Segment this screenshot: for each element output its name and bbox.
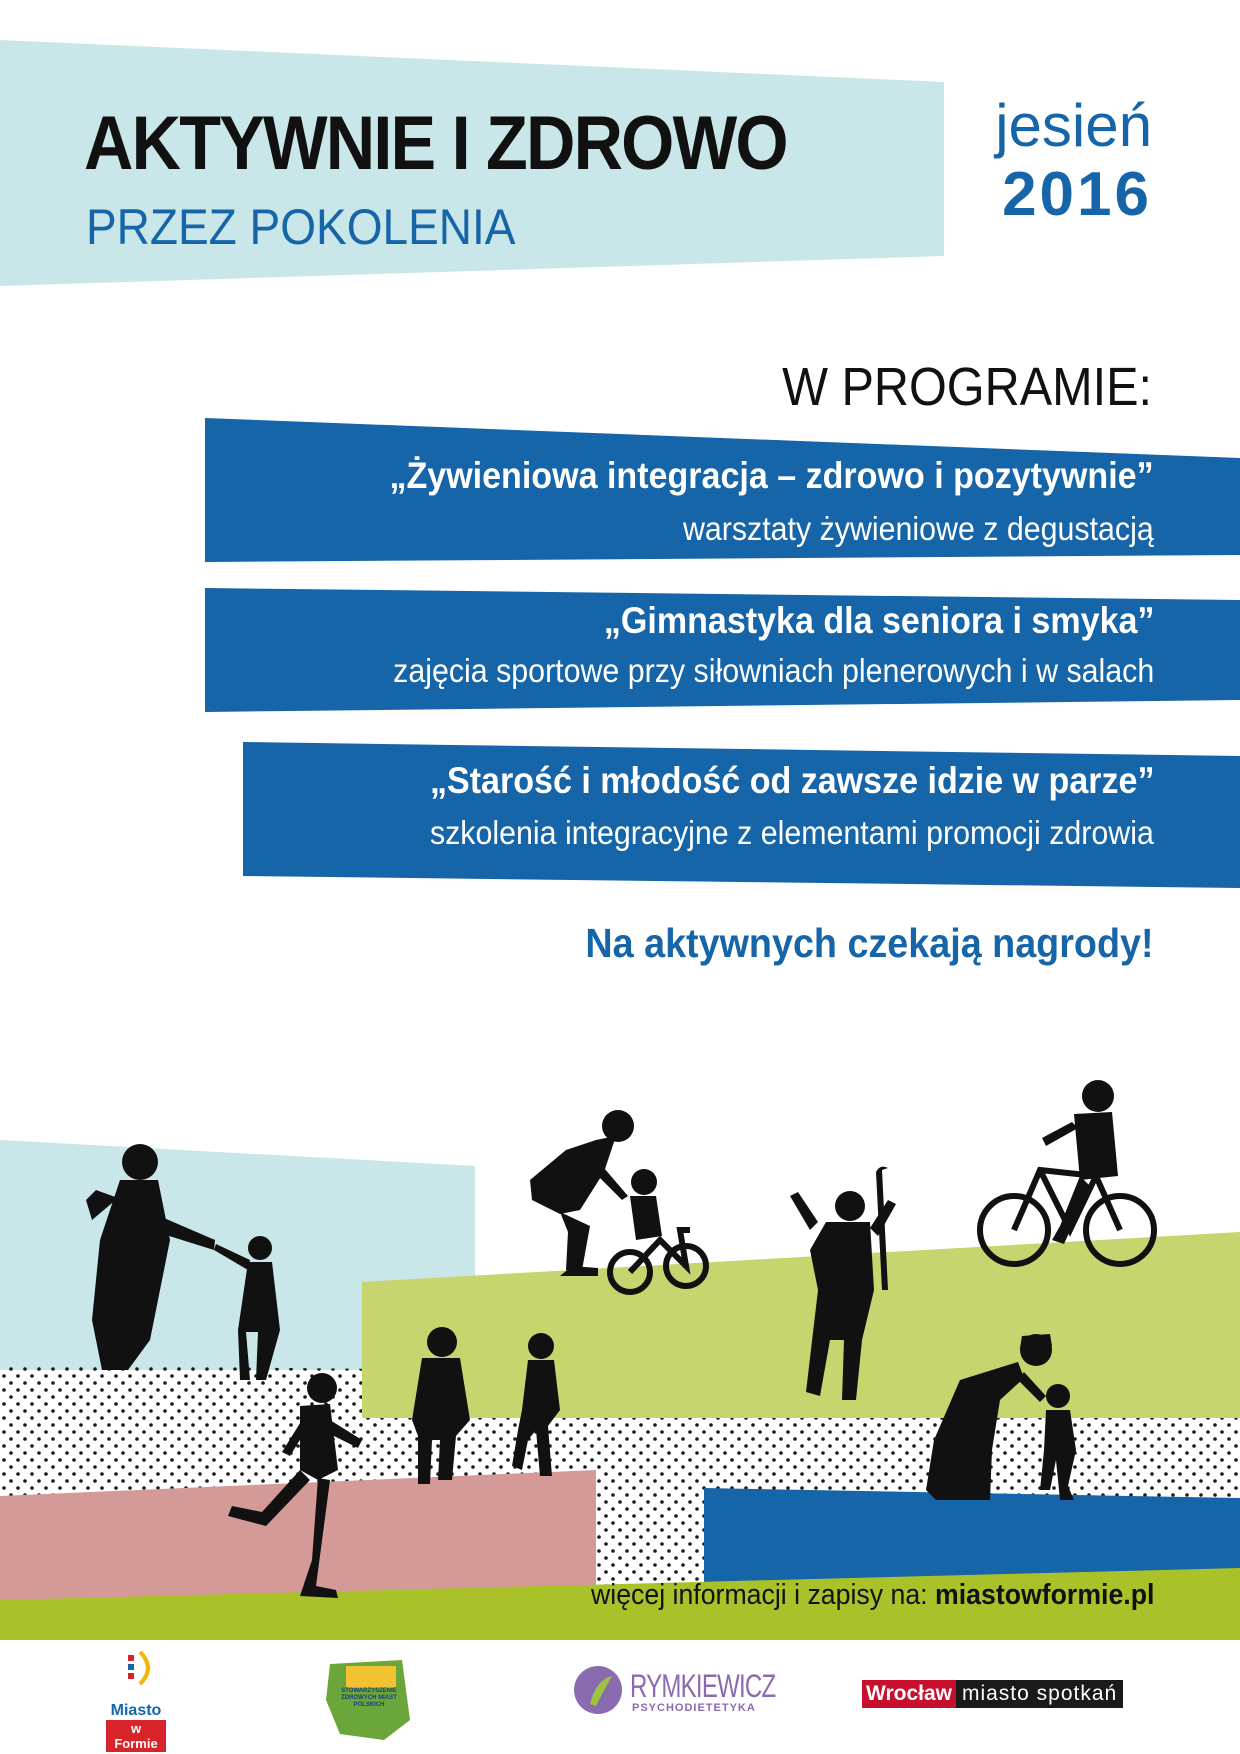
rymkiewicz-logo-text: RYMKIEWICZ xyxy=(630,1668,776,1704)
wroclaw-slogan: miasto spotkań xyxy=(956,1680,1123,1708)
w-formie-logo-text: w Formie xyxy=(106,1720,166,1752)
season-label: jesień xyxy=(995,92,1152,159)
miasto-logo-text: Miasto xyxy=(110,1702,162,1719)
wroclaw-brand: Wrocław xyxy=(862,1680,956,1708)
programme-item-1-title: „Żywieniowa integracja – zdrowo i pozytywnie” xyxy=(389,455,1154,496)
poster-subtitle: PRZEZ POKOLENIA xyxy=(86,199,516,255)
miasto-w-formie-logo xyxy=(106,1700,166,1752)
miasto-w-formie-logo-mark xyxy=(128,1652,148,1684)
poster-title: AKTYWNIE I ZDROWO xyxy=(84,101,787,186)
programme-item-1-subtitle: warsztaty żywieniowe z degustacją xyxy=(683,510,1154,547)
programme-item-2-title: „Gimnastyka dla seniora i smyka” xyxy=(603,600,1154,641)
rymkiewicz-logo-mark xyxy=(574,1666,622,1714)
programme-item-3-subtitle: szkolenia integracyjne z elementami promocji zdrowia xyxy=(430,814,1154,851)
more-info-line xyxy=(591,1579,1154,1612)
silhouette-cyclist xyxy=(980,1080,1154,1264)
programme-heading: W PROGRAMIE: xyxy=(782,357,1152,417)
more-info-label: więcej informacji i zapisy na: xyxy=(590,1579,928,1611)
programme-item-3-title: „Starość i młodość od zawsze idzie w parze” xyxy=(429,760,1154,801)
rymkiewicz-logo-subtext: PSYCHODIETETYKA xyxy=(632,1702,756,1714)
wroclaw-logo xyxy=(862,1680,1123,1708)
website-link[interactable]: miastowformie.pl xyxy=(934,1579,1154,1611)
year-label: 2016 xyxy=(1002,160,1152,229)
prizes-note: Na aktywnych czekają nagrody! xyxy=(585,920,1154,966)
stowarzyszenie-logo-text: STOWARZYSZENIE ZDROWYCH MIAST POLSKICH xyxy=(341,1688,397,1708)
programme-item-2-subtitle: zajęcia sportowe przy siłowniach plenerowych i w salach xyxy=(392,652,1154,689)
